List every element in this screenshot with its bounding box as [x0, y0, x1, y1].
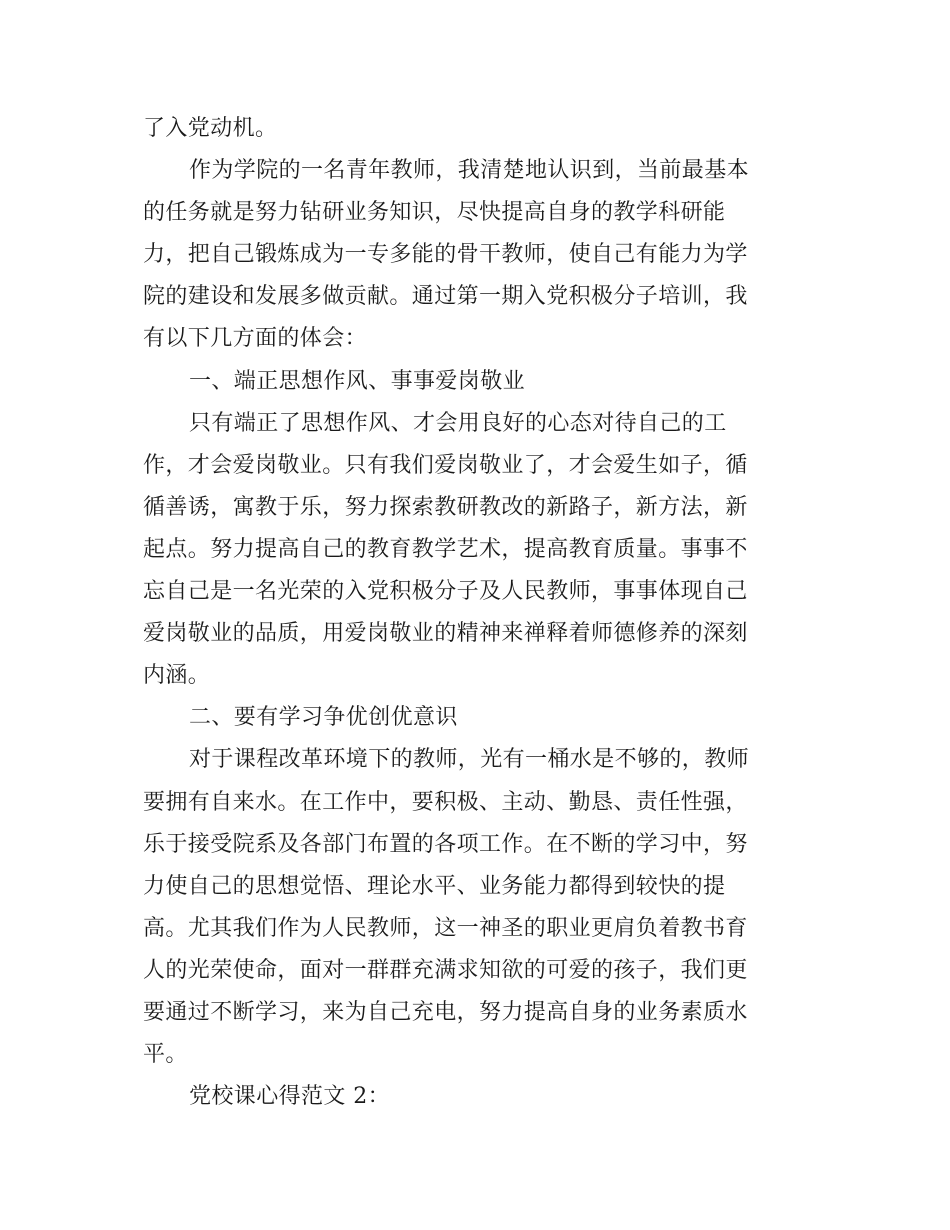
sample-essay-heading: 党校课心得范文 2： — [189, 1084, 390, 1110]
text-line: 作，才会爱岗敬业。只有我们爱岗敬业了，才会爱生如子，循 — [143, 452, 748, 478]
section-heading-2: 二、要有学习争优创优意识 — [189, 705, 458, 731]
document-body — [143, 108, 813, 1118]
text-line: 高。尤其我们作为人民教师，这一神圣的职业更肩负着教书育 — [143, 915, 748, 941]
text-line: 要拥有自来水。在工作中，要积极、主动、勤恳、责任性强， — [143, 789, 748, 815]
text-line: 院的建设和发展多做贡献。通过第一期入党积极分子培训，我 — [143, 284, 748, 310]
text-line: 起点。努力提高自己的教育教学艺术，提高教育质量。事事不 — [143, 536, 748, 562]
text-line: 忘自己是一名光荣的入党积极分子及人民教师，事事体现自己 — [143, 579, 748, 605]
text-line: 有以下几方面的体会： — [143, 326, 368, 352]
section-heading-1: 一、端正思想作风、事事爱岗敬业 — [189, 368, 526, 394]
text-line: 循善诱，寓教于乐，努力探索教研教改的新路子，新方法，新 — [143, 494, 748, 520]
text-line: 乐于接受院系及各部门布置的各项工作。在不断的学习中，努 — [143, 831, 748, 857]
text-line: 平。 — [143, 1042, 188, 1068]
text-line: 人的光荣使命，面对一群群充满求知欲的可爱的孩子，我们更 — [143, 957, 748, 983]
text-line: 了入党动机。 — [143, 116, 278, 141]
text-line: 爱岗敬业的品质，用爱岗敬业的精神来禅释着师德修养的深刻 — [143, 621, 748, 647]
text-line: 的任务就是努力钻研业务知识，尽快提高自身的教学科研能 — [143, 200, 726, 226]
paragraph-start-line: 对于课程改革环境下的教师，光有一桶水是不够的，教师 — [189, 747, 750, 773]
text-line: 要通过不断学习，来为自己充电，努力提高自身的业务素质水 — [143, 999, 748, 1025]
text-line: 力，把自己锻炼成为一专多能的骨干教师，使自己有能力为学 — [143, 242, 748, 268]
paragraph-start-line: 作为学院的一名青年教师，我清楚地认识到，当前最基本 — [189, 158, 750, 184]
text-line: 内涵。 — [143, 663, 211, 689]
text-line: 力使自己的思想觉悟、理论水平、业务能力都得到较快的提 — [143, 873, 726, 899]
paragraph-start-line: 只有端正了思想作风、才会用良好的心态对待自己的工 — [189, 410, 727, 436]
